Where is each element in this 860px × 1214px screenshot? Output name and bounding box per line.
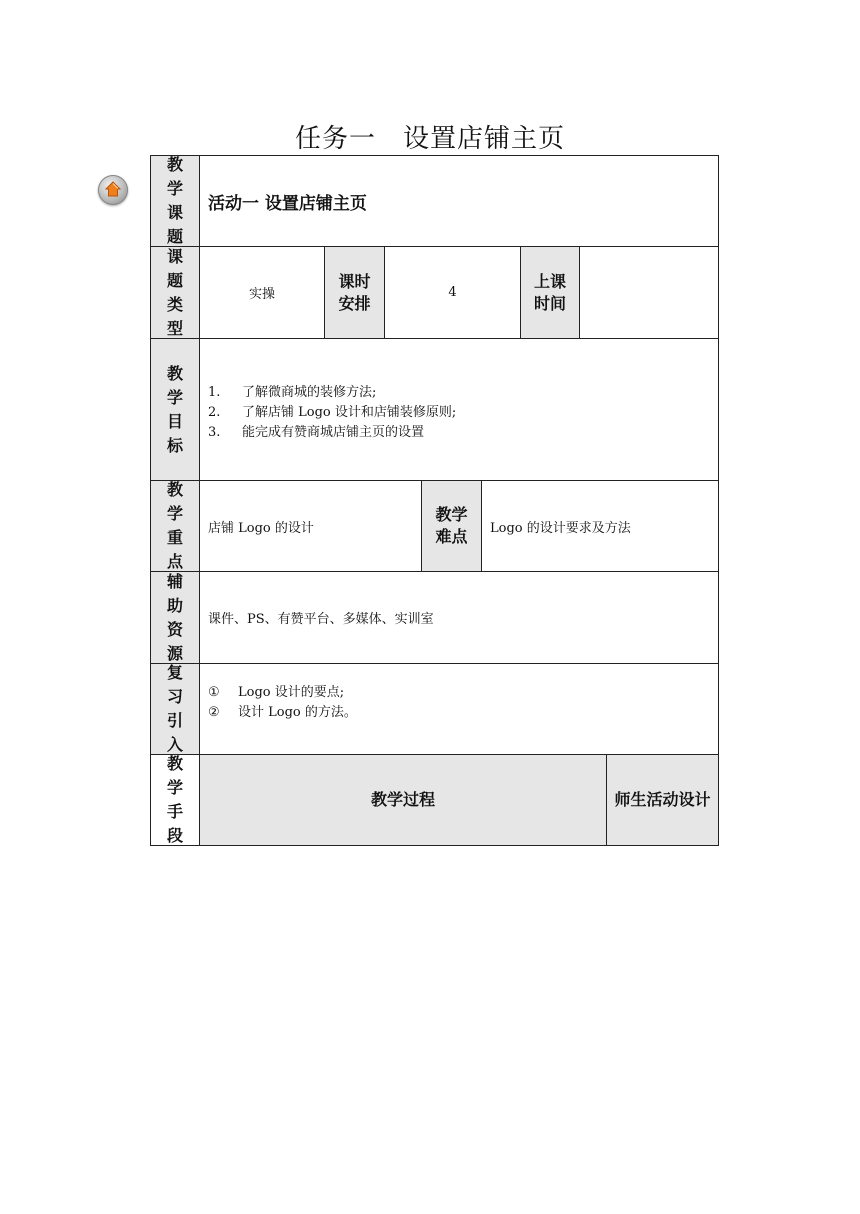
time-label-cell bbox=[520, 246, 580, 339]
resource-label-cell bbox=[150, 571, 200, 664]
goal-list bbox=[208, 383, 456, 443]
review-label-cell bbox=[150, 663, 200, 755]
process-header-cell bbox=[199, 754, 607, 846]
key-label-cell bbox=[150, 480, 200, 572]
type-label-cell bbox=[150, 246, 200, 339]
hours-value-cell bbox=[384, 246, 521, 339]
review-number: ① bbox=[208, 685, 220, 700]
difficulty-value: Logo 的设计要求及方法 bbox=[490, 520, 631, 536]
review-text: 设计 Logo 的方法。 bbox=[238, 705, 357, 720]
key-value: 店铺 Logo 的设计 bbox=[208, 520, 314, 536]
review-text: Logo 设计的要点; bbox=[238, 685, 345, 700]
goal-value-cell bbox=[199, 338, 719, 481]
goal-label: 教学目标 bbox=[167, 363, 184, 455]
key-label: 教学重点 bbox=[167, 480, 184, 571]
type-value-cell bbox=[199, 246, 325, 339]
resource-label: 辅助资源 bbox=[167, 571, 184, 663]
time-value-cell bbox=[579, 246, 719, 339]
type-label: 课题类型 bbox=[167, 246, 184, 338]
method-label-cell bbox=[150, 754, 200, 846]
topic-label: 教学课题 bbox=[167, 155, 184, 246]
review-item bbox=[208, 683, 357, 703]
hours-label: 课时安排 bbox=[338, 271, 371, 313]
difficulty-label-cell bbox=[421, 480, 482, 572]
goal-item bbox=[208, 423, 456, 443]
hours-label-cell bbox=[324, 246, 385, 339]
goal-item bbox=[208, 403, 456, 423]
topic-label-cell bbox=[150, 155, 200, 247]
page-title: 任务一 设置店铺主页 bbox=[294, 124, 565, 154]
review-item bbox=[208, 703, 357, 723]
resource-value-cell bbox=[199, 571, 719, 664]
home-icon bbox=[105, 181, 121, 198]
goal-text: 了解微商城的装修方法; bbox=[242, 384, 377, 400]
difficulty-value-cell bbox=[481, 480, 719, 572]
method-label: 教学手段 bbox=[167, 754, 184, 845]
review-label: 复习引入 bbox=[167, 663, 184, 754]
type-value: 实操 bbox=[248, 287, 275, 302]
review-list bbox=[208, 683, 357, 723]
topic-value: 活动一 设置店铺主页 bbox=[208, 193, 367, 214]
home-button[interactable] bbox=[98, 175, 128, 205]
goal-item bbox=[208, 383, 456, 403]
hours-value: 4 bbox=[448, 285, 457, 300]
topic-value-cell bbox=[199, 155, 719, 247]
goal-label-cell bbox=[150, 338, 200, 481]
review-value-cell bbox=[199, 663, 719, 755]
key-value-cell bbox=[199, 480, 422, 572]
goal-text: 了解店铺 Logo 设计和店铺装修原则; bbox=[242, 404, 457, 420]
activity-label: 师生活动设计 bbox=[614, 790, 711, 809]
time-label: 上课时间 bbox=[534, 271, 567, 313]
difficulty-label: 教学难点 bbox=[435, 505, 468, 546]
activity-header-cell bbox=[606, 754, 719, 846]
review-number: ② bbox=[208, 705, 220, 720]
resource-value: 课件、PS、有赞平台、多媒体、实训室 bbox=[208, 612, 434, 627]
process-label: 教学过程 bbox=[370, 790, 435, 809]
goal-text: 能完成有赞商城店铺主页的设置 bbox=[242, 424, 425, 440]
goal-number: 2. bbox=[208, 404, 221, 420]
goal-number: 3. bbox=[208, 424, 221, 440]
goal-number: 1. bbox=[208, 384, 221, 400]
